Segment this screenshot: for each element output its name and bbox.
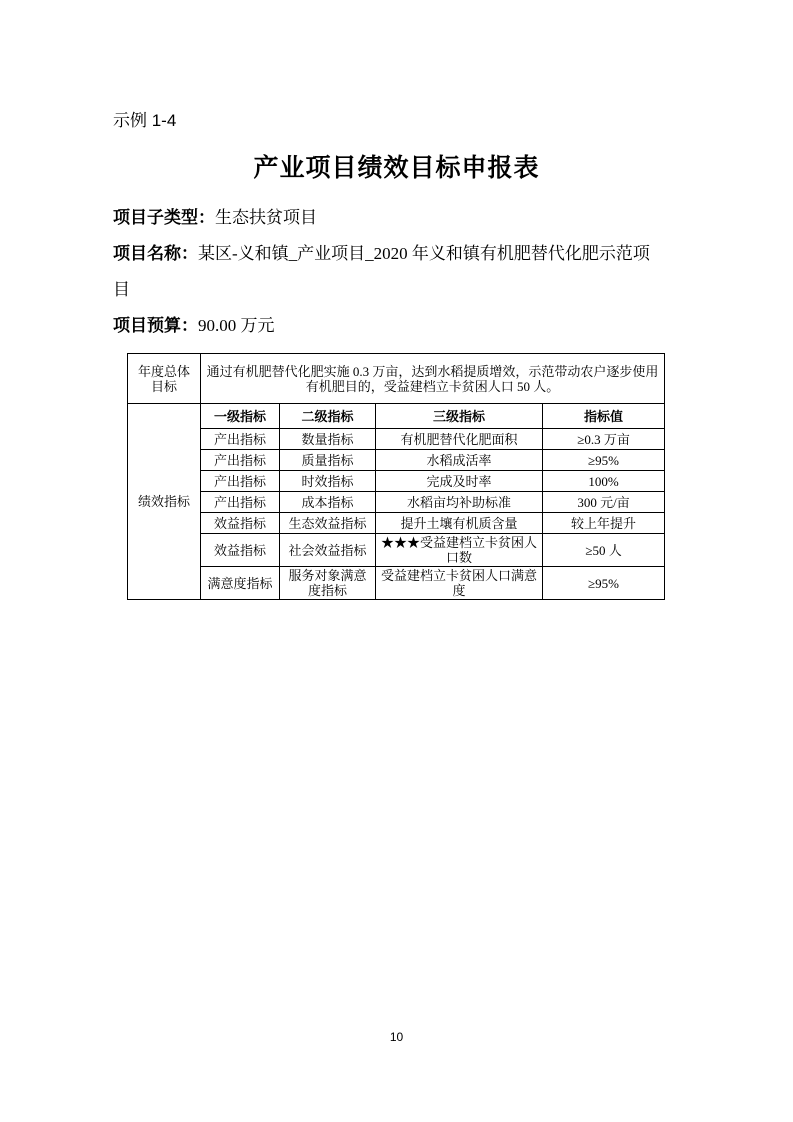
cell-level1: 产出指标 <box>201 492 280 513</box>
cell-level2: 成本指标 <box>280 492 376 513</box>
cell-level3: 提升土壤有机质含量 <box>376 513 543 534</box>
indicator-header-row <box>128 404 665 429</box>
example-label: 示例 1-4 <box>113 111 177 130</box>
header-value: 指标值 <box>543 404 665 429</box>
project-subtype-line <box>113 200 661 236</box>
cell-value: ≥50 人 <box>543 534 665 567</box>
project-subtype-label: 项目子类型： <box>113 208 215 227</box>
header-level2: 二级指标 <box>280 404 376 429</box>
cell-level2: 生态效益指标 <box>280 513 376 534</box>
header-level3: 三级指标 <box>376 404 543 429</box>
cell-level3: 水稻成活率 <box>376 450 543 471</box>
table-row <box>128 567 665 600</box>
project-budget-value: 90.00 万元 <box>198 316 275 335</box>
cell-level3: 有机肥替代化肥面积 <box>376 429 543 450</box>
project-name-value: 某区-义和镇_产业项目_2020 年义和镇有机肥替代化肥示范项目 <box>113 244 650 299</box>
cell-level1: 效益指标 <box>201 513 280 534</box>
cell-level3: ★★★受益建档立卡贫困人口数 <box>376 534 543 567</box>
table-row <box>128 492 665 513</box>
cell-value: 300 元/亩 <box>543 492 665 513</box>
project-subtype-value: 生态扶贫项目 <box>215 208 317 227</box>
cell-level3: 完成及时率 <box>376 471 543 492</box>
cell-value: ≥0.3 万亩 <box>543 429 665 450</box>
cell-value: ≥95% <box>543 567 665 600</box>
project-budget-label: 项目预算： <box>113 316 198 335</box>
page-title: 产业项目绩效目标申报表 <box>253 155 540 182</box>
cell-value: 100% <box>543 471 665 492</box>
page-number: 10 <box>389 1030 404 1044</box>
cell-level2: 数量指标 <box>280 429 376 450</box>
annual-goal-row <box>128 354 665 404</box>
annual-goal-label-cell: 年度总体目标 <box>128 354 201 404</box>
project-name-label: 项目名称： <box>113 244 198 263</box>
cell-level2: 服务对象满意度指标 <box>280 567 376 600</box>
project-meta <box>113 200 661 344</box>
annual-goal-text-cell: 通过有机肥替代化肥实施 0.3 万亩，达到水稻提质增效，示范带动农户逐步使用有机肥目的，受益建档立卡贫困人口 50 人。 <box>201 354 665 404</box>
cell-level1: 效益指标 <box>201 534 280 567</box>
table-row <box>128 534 665 567</box>
cell-level1: 满意度指标 <box>201 567 280 600</box>
table-row <box>128 513 665 534</box>
project-budget-line <box>113 308 661 344</box>
project-name-line <box>113 236 661 308</box>
table-row <box>128 450 665 471</box>
cell-level1: 产出指标 <box>201 471 280 492</box>
cell-level1: 产出指标 <box>201 429 280 450</box>
performance-goal-table <box>127 353 665 600</box>
table-row <box>128 429 665 450</box>
table-row <box>128 471 665 492</box>
cell-value: ≥95% <box>543 450 665 471</box>
cell-level2: 社会效益指标 <box>280 534 376 567</box>
cell-level2: 质量指标 <box>280 450 376 471</box>
header-level1: 一级指标 <box>201 404 280 429</box>
cell-value: 较上年提升 <box>543 513 665 534</box>
cell-level1: 产出指标 <box>201 450 280 471</box>
performance-label-cell: 绩效指标 <box>128 404 201 600</box>
cell-level3: 水稻亩均补助标准 <box>376 492 543 513</box>
cell-level2: 时效指标 <box>280 471 376 492</box>
cell-level3: 受益建档立卡贫困人口满意度 <box>376 567 543 600</box>
